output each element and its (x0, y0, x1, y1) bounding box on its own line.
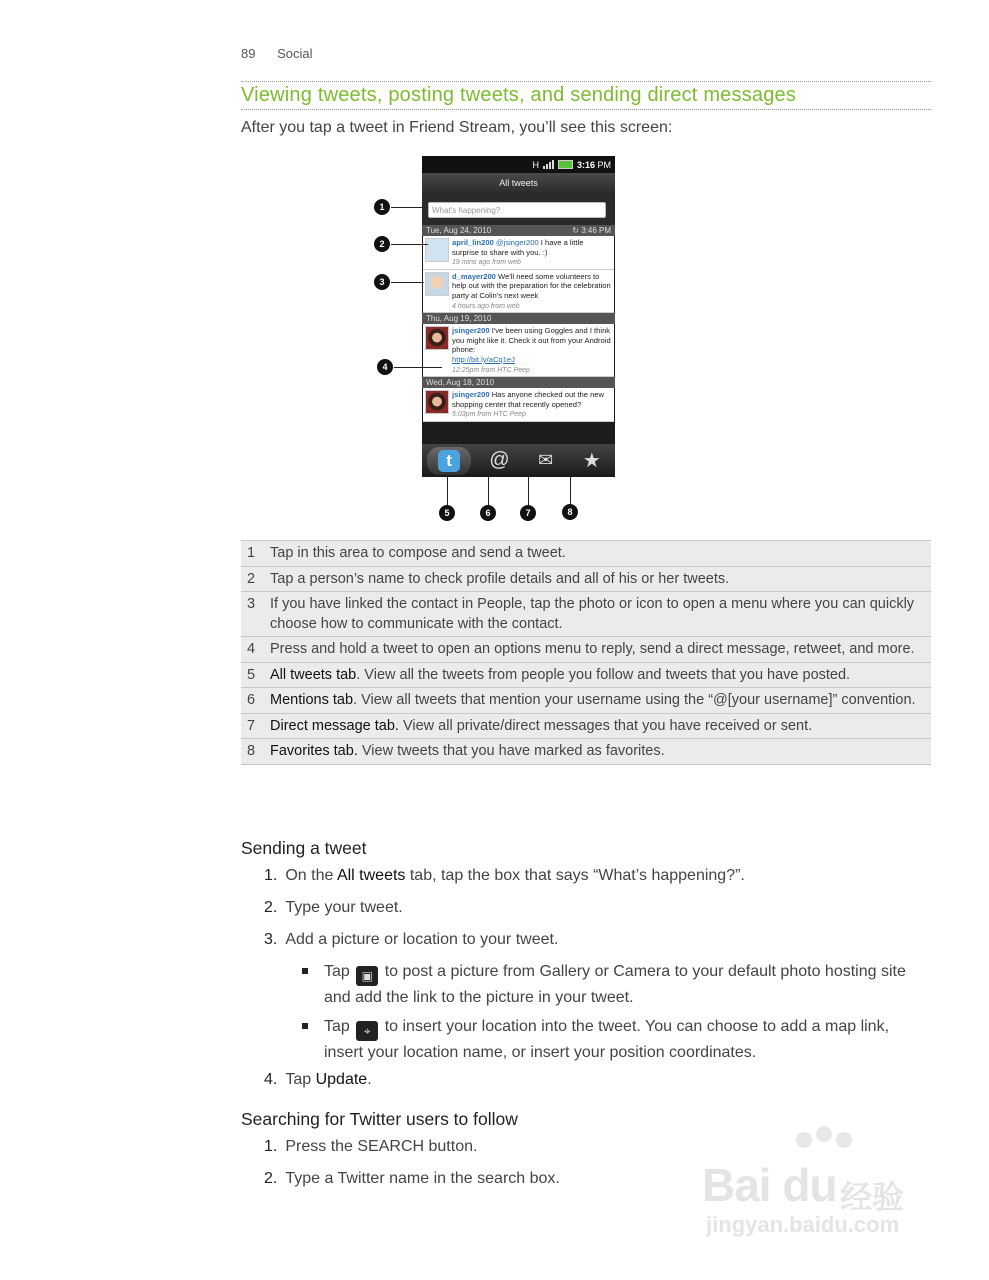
date-bar (422, 225, 615, 236)
bullet-marker (302, 968, 308, 974)
baidu-watermark (700, 1130, 940, 1250)
tweet-user[interactable]: jsinger200 (452, 326, 490, 336)
bullet-location: Tap ⌖ to insert your location into the tweet. You can choose to add a map link, insert your location name, or insert your position coordinates. (302, 1015, 922, 1064)
step-1: 1. On the All tweets tab, tap the box that says “What’s happening?”. (264, 867, 745, 884)
row-text: If you have linked the contact in People, tap the photo or icon to open a menu where you can quickly choose how to communicate with the contact. (270, 592, 931, 637)
legend-table (241, 540, 931, 765)
tab-direct-messages[interactable] (528, 447, 564, 475)
paw-icon (796, 1132, 812, 1148)
tweet-item[interactable] (423, 324, 614, 377)
callout-8: 8 (562, 504, 578, 520)
tab-bar (422, 444, 615, 477)
date-label: Wed, Aug 18, 2010 (426, 378, 494, 388)
tweet-meta: 12:25pm from HTC Peep (452, 366, 530, 374)
row-number: 5 (241, 662, 270, 688)
row-text: Tap in this area to compose and send a tweet. (270, 541, 931, 567)
table-row (241, 739, 931, 765)
screen-title: All tweets (422, 173, 615, 194)
row-number: 1 (241, 541, 270, 567)
twitter-bird-icon: t (438, 450, 460, 472)
tweet-item[interactable] (423, 236, 614, 270)
phone-screenshot (422, 156, 615, 477)
date-bar (422, 313, 615, 324)
table-row (241, 662, 931, 688)
clock: 3:16 PM (576, 159, 611, 170)
heading-sending: Sending a tweet (241, 838, 367, 858)
callout-4: 4 (377, 359, 393, 375)
tweet-text: I have a little surprise to share with you. :) (452, 238, 584, 257)
callout-line (447, 477, 448, 505)
callout-2: 2 (374, 236, 390, 252)
tweet-user[interactable]: d_mayer200 (452, 271, 496, 281)
tweet-meta: 4 hours ago from web (452, 302, 520, 310)
star-icon: ★ (582, 450, 601, 472)
callout-line (391, 282, 424, 283)
callout-line (394, 367, 442, 368)
date-bar (422, 377, 615, 388)
callout-line (570, 477, 571, 504)
date-label: Thu, Aug 19, 2010 (426, 314, 492, 324)
callout-line (528, 477, 529, 505)
tweet-user[interactable]: jsinger200 (452, 390, 490, 400)
tweet-mention[interactable]: @jsinger200 (495, 238, 539, 247)
row-number: 8 (241, 739, 270, 765)
attach-picture-icon: ▣ (356, 966, 378, 986)
row-text: Direct message tab. View all private/direct messages that you have received or sent. (270, 713, 931, 739)
heading-searching: Searching for Twitter users to follow (241, 1109, 518, 1129)
row-number: 6 (241, 688, 270, 714)
location-icon: ⌖ (356, 1021, 378, 1041)
at-icon: @ (489, 449, 510, 471)
row-text: Favorites tab. View tweets that you have marked as favorites. (270, 739, 931, 765)
row-text: Tap a person’s name to check profile details and all of his or her tweets. (270, 566, 931, 592)
row-text: All tweets tab. View all the tweets from people you follow and tweets that you have posted. (270, 662, 931, 688)
page-header (241, 46, 331, 61)
table-row (241, 637, 931, 663)
callout-5: 5 (439, 505, 455, 521)
bullet-picture: Tap ▣ to post a picture from Gallery or Camera to your default photo hosting site and add the link to the picture in your tweet. (302, 960, 922, 1009)
table-row (241, 566, 931, 592)
avatar[interactable] (425, 238, 449, 262)
step-2: 2. Type your tweet. (264, 899, 403, 916)
step-3: 3. Add a picture or location to your tweet. (264, 931, 559, 948)
watermark-cn: 经验 (840, 1179, 905, 1215)
envelope-icon: ✉ (538, 450, 554, 470)
paw-icon (836, 1132, 852, 1148)
search-step-1: 1. Press the SEARCH button. (264, 1138, 478, 1155)
watermark-brand: Bai du (702, 1159, 837, 1211)
divider-top (241, 81, 931, 82)
tweet-link[interactable]: http://bit.ly/aCq1eJ (452, 354, 515, 364)
search-step-2: 2. Type a Twitter name in the search box. (264, 1170, 560, 1187)
refresh-time[interactable]: ↻ 3:46 PM (572, 226, 611, 235)
avatar[interactable] (425, 326, 449, 350)
tab-all-tweets[interactable] (427, 447, 471, 475)
row-number: 4 (241, 637, 270, 663)
tweet-text: Has anyone checked out the new shopping center that recently opened? (452, 390, 604, 409)
tab-mentions[interactable] (481, 447, 517, 475)
tab-favorites[interactable] (574, 447, 610, 475)
watermark-url: jingyan.baidu.com (706, 1212, 900, 1237)
network-icon: H (532, 159, 539, 170)
signal-icon (543, 160, 554, 169)
avatar[interactable] (425, 272, 449, 296)
row-number: 3 (241, 592, 270, 637)
table-row (241, 688, 931, 714)
callout-3: 3 (374, 274, 390, 290)
tweet-text: I've been using Goggles and I think you might like it. Check it out from your Android phone: (452, 326, 611, 355)
battery-icon (558, 160, 573, 169)
row-number: 2 (241, 566, 270, 592)
tweet-meta: 19 mins ago from web (452, 259, 521, 267)
step-4: 4. Tap Update. (264, 1071, 372, 1088)
callout-line (391, 207, 428, 208)
tweet-item[interactable] (423, 270, 614, 313)
callout-line (488, 477, 489, 505)
bullet-marker (302, 1023, 308, 1029)
page-title: Viewing tweets, posting tweets, and sending direct messages (241, 84, 797, 106)
avatar[interactable] (425, 390, 449, 414)
row-text: Press and hold a tweet to open an options menu to reply, send a direct message, retweet, and more. (270, 637, 931, 663)
page-number: 89 (241, 46, 256, 61)
row-text: Mentions tab. View all tweets that mention your username using the “@[your username]” convention. (270, 688, 931, 714)
callout-1: 1 (374, 199, 390, 215)
status-bar (422, 156, 615, 173)
tweet-user[interactable]: april_lin200 (452, 238, 494, 247)
table-row (241, 592, 931, 637)
compose-area (422, 194, 615, 225)
compose-input[interactable]: What's happening? (428, 202, 606, 218)
callout-6: 6 (480, 505, 496, 521)
tweet-item[interactable] (423, 388, 614, 422)
section-name: Social (277, 46, 313, 61)
table-row (241, 713, 931, 739)
date-label: Tue, Aug 24, 2010 (426, 226, 492, 235)
table-row (241, 541, 931, 567)
divider-bottom (241, 109, 931, 110)
paw-icon (816, 1126, 832, 1142)
callout-7: 7 (520, 505, 536, 521)
tweet-meta: 5:03pm from HTC Peep (452, 411, 526, 419)
row-number: 7 (241, 713, 270, 739)
intro-text: After you tap a tweet in Friend Stream, you’ll see this screen: (241, 119, 673, 136)
tweet-text: We'll need some volunteers to help out with the preparation for the celebration party at Colin's next week (452, 271, 611, 300)
callout-line (391, 244, 428, 245)
